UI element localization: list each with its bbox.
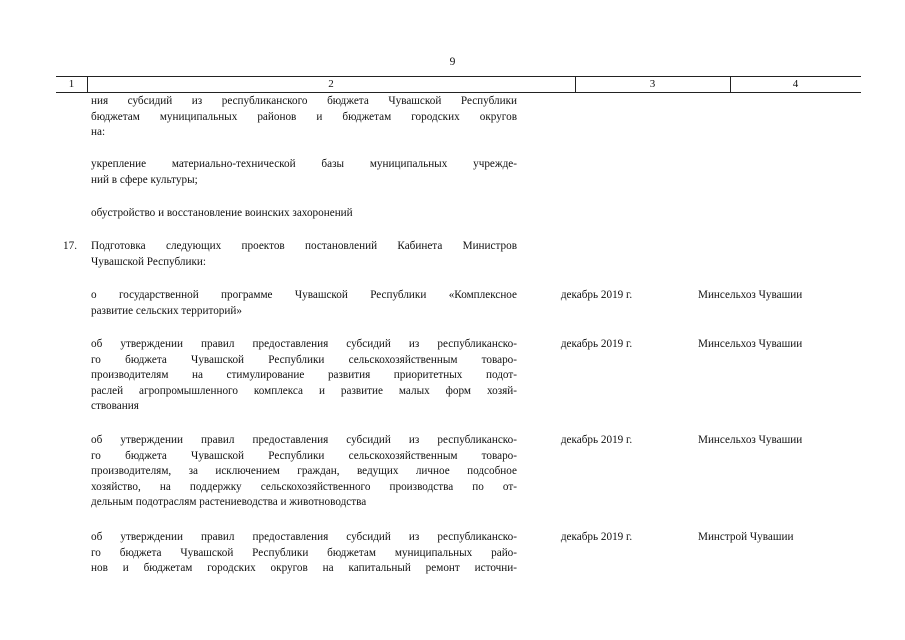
page-number: 9	[449, 56, 456, 68]
text-line: об утверждении правил предоставления субсидий из республиканско-	[91, 531, 517, 543]
table-row	[91, 337, 517, 415]
column-header-3: 3	[575, 77, 731, 92]
text-line: обустройство и восстановление воинских захоронений	[91, 207, 353, 219]
text-line: производителям на стимулирование развития приоритетных подот-	[91, 369, 517, 382]
text-line: об утверждении правил предоставления субсидий из республиканско-	[91, 338, 517, 350]
continuation-text	[91, 94, 517, 141]
text-line: ний в сфере культуры;	[91, 173, 198, 186]
table-row	[91, 433, 517, 511]
text-line: го бюджета Чувашской Республики сельскохозяйственным товаро-	[91, 449, 517, 462]
table-row	[91, 288, 517, 319]
text-line: Чувашской Республики:	[91, 255, 207, 268]
column-header-4: 4	[792, 78, 799, 90]
text-line: дельным подотраслям растениеводства и животноводства	[91, 496, 367, 509]
text-line: на:	[91, 126, 106, 139]
sub-item-burials	[91, 206, 517, 222]
text-line: укрепление материально-технической базы муниципальных учрежде-	[91, 158, 517, 170]
row-responsible: Минсельхоз Чувашии	[698, 338, 803, 350]
sub-item-culture	[91, 157, 517, 188]
row-date: декабрь 2019 г.	[560, 289, 633, 301]
text-line: Подготовка следующих проектов постановлений Кабинета Министров	[91, 240, 517, 252]
row-date: декабрь 2019 г.	[560, 531, 633, 543]
text-line: раслей агропромышленного комплекса и развитие малых форм хозяй-	[91, 384, 517, 397]
column-header-2: 2	[87, 77, 576, 92]
text-line: ния субсидий из республиканского бюджета Чувашской Республики	[91, 95, 517, 107]
item17-text	[91, 239, 517, 270]
text-line: го бюджета Чувашской Республики сельскохозяйственным товаро-	[91, 353, 517, 366]
text-line: производителям, за исключением граждан, ведущих личное подсобное	[91, 465, 517, 478]
row-responsible: Минстрой Чувашии	[698, 531, 794, 543]
text-line: об утверждении правил предоставления субсидий из республиканско-	[91, 434, 517, 446]
column-header-1: 1	[56, 77, 88, 92]
row-date: декабрь 2019 г.	[560, 434, 633, 446]
item-number: 17.	[63, 240, 77, 252]
row-date: декабрь 2019 г.	[560, 338, 633, 350]
text-line: бюджетам муниципальных районов и бюджетам городских округов	[91, 110, 517, 123]
text-line: хозяйство, на поддержку сельскохозяйственного производства по от-	[91, 480, 517, 493]
text-line: нов и бюджетам городских округов на капитальный ремонт источни-	[91, 562, 517, 575]
table-header	[56, 76, 861, 93]
text-line: го бюджета Чувашской Республики бюджетам муниципальных райо-	[91, 546, 517, 559]
text-line: развитие сельских территорий»	[91, 304, 242, 317]
row-responsible: Минсельхоз Чувашии	[698, 434, 803, 446]
table-row	[91, 530, 517, 577]
text-line: о государственной программе Чувашской Республики «Комплексное	[91, 289, 517, 301]
row-responsible: Минсельхоз Чувашии	[698, 289, 803, 301]
text-line: ствования	[91, 400, 139, 413]
